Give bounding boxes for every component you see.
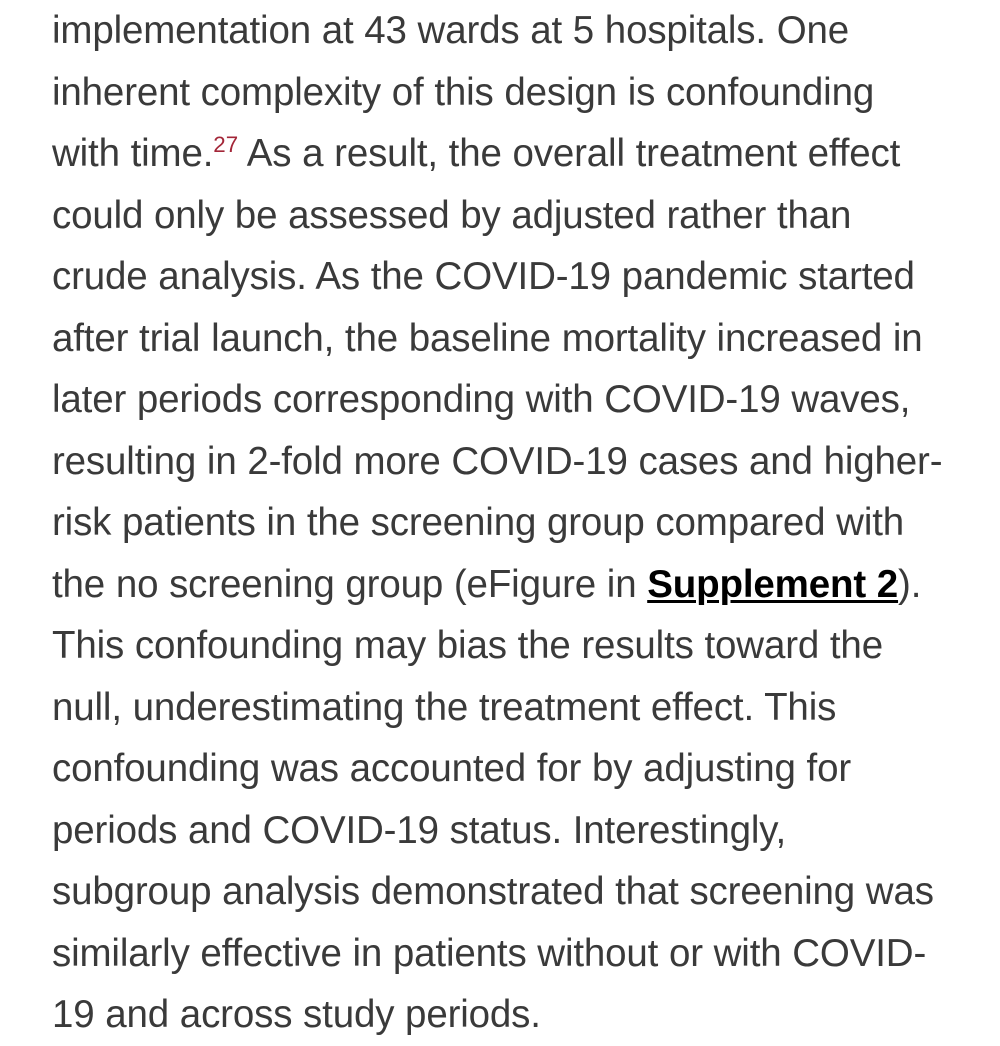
paragraph-segment-3: ). This confounding may bias the results toward the null, underestimating the treatment effect. This confounding was accounted for by adjusting for periods and COVID-19 status. Interestingly, subgroup analysis demonstrated that screening was similarly effective in patients without or with COVID-19 and across study periods.	[52, 562, 934, 1036]
paragraph-segment-1: implementation at 43 wards at 5 hospitals. One inherent complexity of this design is confounding with time.	[52, 9, 875, 175]
paragraph-segment-2: As a result, the overall treatment effect could only be assessed by adjusted rather than crude analysis. As the COVID-19 pandemic started after trial launch, the baseline mortality increased in later periods corresponding with COVID-19 waves, resulting in 2-fold more COVID-19 cases and higher-risk patients in the screening group compared with the no screening group (eFigure in	[52, 132, 943, 606]
supplement-2-link[interactable]: Supplement 2	[647, 562, 899, 606]
citation-reference-link[interactable]: 27	[213, 132, 239, 158]
article-body-text	[52, 0, 952, 1046]
discussion-paragraph	[52, 0, 952, 1046]
